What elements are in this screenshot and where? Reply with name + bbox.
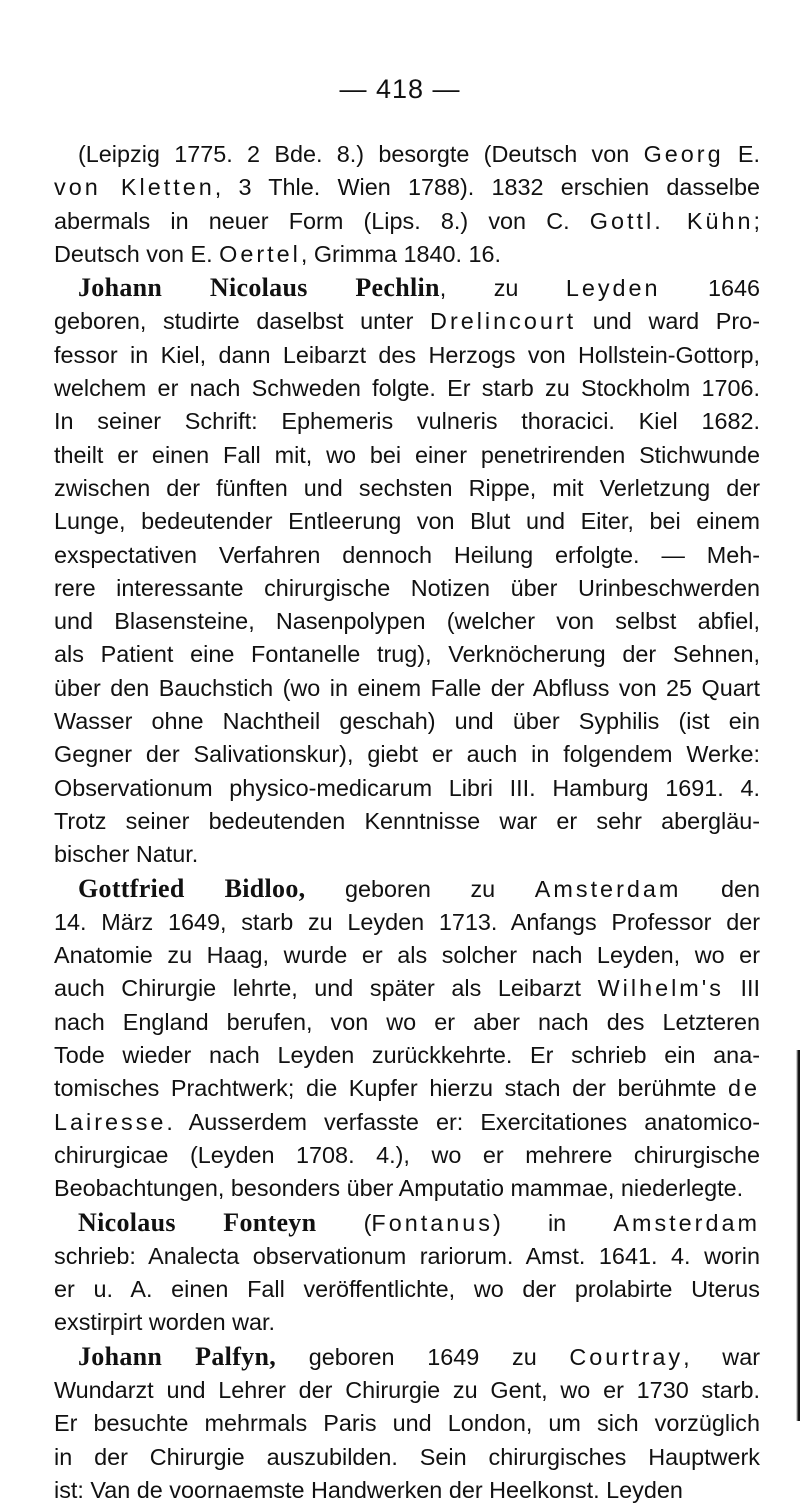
text-run: Lairesse xyxy=(54,1108,167,1135)
text-run: Observationum physico-medicarum Libri III. Hamburg 1691. 4. xyxy=(54,774,760,801)
text-run: III xyxy=(723,975,760,1002)
text-run: zwischen der fünften und sechsten Rippe, mit Verletzung der xyxy=(54,474,760,501)
body-text xyxy=(54,138,760,1507)
entry-name: Johann Palfyn, xyxy=(78,1341,277,1371)
text-line xyxy=(54,372,760,405)
text-line xyxy=(54,605,760,638)
text-line xyxy=(54,705,760,738)
text-line xyxy=(54,405,760,438)
text-run: Lunge, bedeutender Entleerung von Blut und Eiter, bei einem xyxy=(54,508,760,535)
text-run: und ward Pro- xyxy=(576,308,760,335)
text-run: Amsterdam xyxy=(534,875,682,902)
text-line xyxy=(54,1340,760,1374)
text-run: In seiner Schrift: Ephemeris vulneris thoracici. Kiel 1682. xyxy=(54,408,760,435)
text-line xyxy=(54,238,760,271)
text-run: Wundarzt und Lehrer der Chirurgie zu Gent, wo er 1730 starb. xyxy=(54,1376,760,1403)
text-line xyxy=(54,171,760,204)
page-number: — 418 — xyxy=(339,74,461,104)
text-run: Leyden xyxy=(565,275,661,302)
text-run: Fontanus xyxy=(371,1209,493,1236)
text-run: Courtray xyxy=(569,1343,684,1370)
text-run: Beobachtungen, besonders über Amputatio mammae, niederlegte. xyxy=(54,1175,744,1202)
text-run: Er besuchte mehrmals Paris und London, um sich vorzüglich xyxy=(54,1410,760,1437)
text-run: ; xyxy=(753,207,760,234)
text-run: er u. A. einen Fall veröffentlichte, wo der prolabirte Uterus xyxy=(54,1276,760,1303)
text-run: ) in xyxy=(492,1209,614,1236)
text-run: als Patient eine Fontanelle trug), Verknöcherung der Sehnen, xyxy=(54,641,760,668)
text-run: , war xyxy=(683,1343,760,1370)
text-run: welchem er nach Schweden folgte. Er starb zu Stockholm 1706. xyxy=(54,375,760,402)
text-run: (Leipzig 1775. 2 Bde. 8.) besorgte (Deutsch von xyxy=(78,141,644,167)
text-line xyxy=(54,838,760,871)
entry-name: Gottfried Bidloo, xyxy=(78,873,306,903)
text-run: exstirpirt worden war. xyxy=(54,1309,275,1336)
paragraph xyxy=(54,1340,760,1507)
text-run: Gottl. Kühn xyxy=(589,207,754,234)
text-run: Tode wieder nach Leyden zurückkehrte. Er schrieb ein ana- xyxy=(54,1042,760,1069)
text-line xyxy=(54,572,760,605)
text-run: Anatomie zu Haag, wurde er als solcher nach Leyden, wo er xyxy=(54,942,760,969)
text-run: , Grimma 1840. 16. xyxy=(300,240,502,267)
text-line xyxy=(54,638,760,671)
text-run: Georg xyxy=(643,141,724,167)
text-line xyxy=(54,1139,760,1172)
text-line xyxy=(54,539,760,572)
text-line xyxy=(54,505,760,538)
text-run: Drelincourt xyxy=(430,308,577,335)
text-line xyxy=(54,205,760,238)
text-run: von Kletten xyxy=(54,174,215,201)
text-line xyxy=(54,1474,760,1507)
text-run: E. xyxy=(723,141,760,167)
text-line xyxy=(54,1206,760,1240)
text-line xyxy=(54,1441,760,1474)
text-run: auch Chirurgie lehrte, und später als Leibarzt xyxy=(54,975,598,1002)
text-run: geboren, studirte daselbst unter xyxy=(54,308,431,335)
text-run: 1646 xyxy=(660,275,761,302)
text-run: ( xyxy=(316,1209,372,1236)
text-run: ist: Van de voornaemste Handwerken der Heelkonst. Leyden xyxy=(54,1476,683,1503)
text-line xyxy=(54,1374,760,1407)
text-run: bischer Natur. xyxy=(54,841,199,868)
text-line xyxy=(54,472,760,505)
text-line xyxy=(54,906,760,939)
text-line xyxy=(54,805,760,838)
text-run: de xyxy=(727,1075,760,1102)
text-line xyxy=(54,305,760,338)
text-run: Wilhelm's xyxy=(597,975,724,1002)
text-line xyxy=(54,1006,760,1039)
text-line xyxy=(54,738,760,771)
text-line xyxy=(54,672,760,705)
paragraph xyxy=(54,1206,760,1340)
text-line xyxy=(54,972,760,1005)
text-run: theilt er einen Fall mit, wo bei einer penetrirenden Stichwunde xyxy=(54,441,760,468)
text-run: exspectativen Verfahren dennoch Heilung erfolgte. — Meh- xyxy=(54,541,760,568)
text-run: 14. März 1649, starb zu Leyden 1713. Anfangs Professor der xyxy=(54,908,760,935)
text-line xyxy=(54,439,760,472)
text-run: nach England berufen, von wo er aber nach des Letzteren xyxy=(54,1008,760,1035)
text-line xyxy=(54,1106,760,1139)
paragraph xyxy=(54,271,760,871)
text-run: geboren zu xyxy=(305,875,535,902)
text-run: geboren 1649 zu xyxy=(276,1343,570,1370)
text-run: . Ausserdem verfasste er: Exercitationes anatomico- xyxy=(166,1108,760,1135)
text-run: Deutsch von E. xyxy=(54,240,220,267)
text-line xyxy=(54,939,760,972)
text-run: fessor in Kiel, dann Leibarzt des Herzogs von Hollstein-Gottorp, xyxy=(54,341,760,368)
text-line xyxy=(54,1407,760,1440)
text-line xyxy=(54,339,760,372)
text-line xyxy=(54,1273,760,1306)
text-line xyxy=(54,772,760,805)
text-run: in der Chirurgie auszubilden. Sein chirurgisches Hauptwerk xyxy=(54,1443,760,1470)
text-run: Amsterdam xyxy=(613,1209,760,1236)
text-run: chirurgicae (Leyden 1708. 4.), wo er mehrere chirurgische xyxy=(54,1141,760,1168)
text-run: , 3 Thle. Wien 1788). 1832 erschien dasselbe xyxy=(214,174,760,201)
text-line xyxy=(54,138,760,171)
text-run: Trotz seiner bedeutenden Kenntnisse war er sehr abergläu- xyxy=(54,807,760,834)
text-run: , zu xyxy=(439,275,566,302)
text-line xyxy=(54,1306,760,1339)
text-line xyxy=(54,872,760,906)
text-run: den xyxy=(681,875,761,902)
text-run: schrieb: Analecta observationum rariorum. Amst. 1641. 4. worin xyxy=(54,1242,760,1269)
text-run: und Blasensteine, Nasenpolypen (welcher von selbst abfiel, xyxy=(54,608,760,635)
paragraph xyxy=(54,138,760,271)
text-run: abermals in neuer Form (Lips. 8.) von C. xyxy=(54,207,590,234)
text-line xyxy=(54,1172,760,1205)
text-run: rere interessante chirurgische Notizen über Urinbeschwerden xyxy=(54,574,760,601)
text-run: Wasser ohne Nachtheil geschah) und über Syphilis (ist ein xyxy=(54,708,760,735)
page-edge-shadow xyxy=(796,1050,800,1421)
entry-name: Nicolaus Fonteyn xyxy=(78,1207,317,1237)
entry-name: Johann Nicolaus Pechlin xyxy=(78,273,440,303)
text-run: über den Bauchstich (wo in einem Falle der Abfluss von 25 Quart xyxy=(54,674,760,701)
text-run: Gegner der Salivationskur), giebt er auch in folgendem Werke: xyxy=(54,741,760,768)
text-line xyxy=(54,1072,760,1105)
text-line xyxy=(54,1240,760,1273)
text-run: tomisches Prachtwerk; die Kupfer hierzu stach der berühmte xyxy=(54,1075,728,1102)
text-run: Oertel xyxy=(219,240,301,267)
text-line xyxy=(54,1039,760,1072)
paragraph xyxy=(54,872,760,1206)
text-line xyxy=(54,271,760,305)
